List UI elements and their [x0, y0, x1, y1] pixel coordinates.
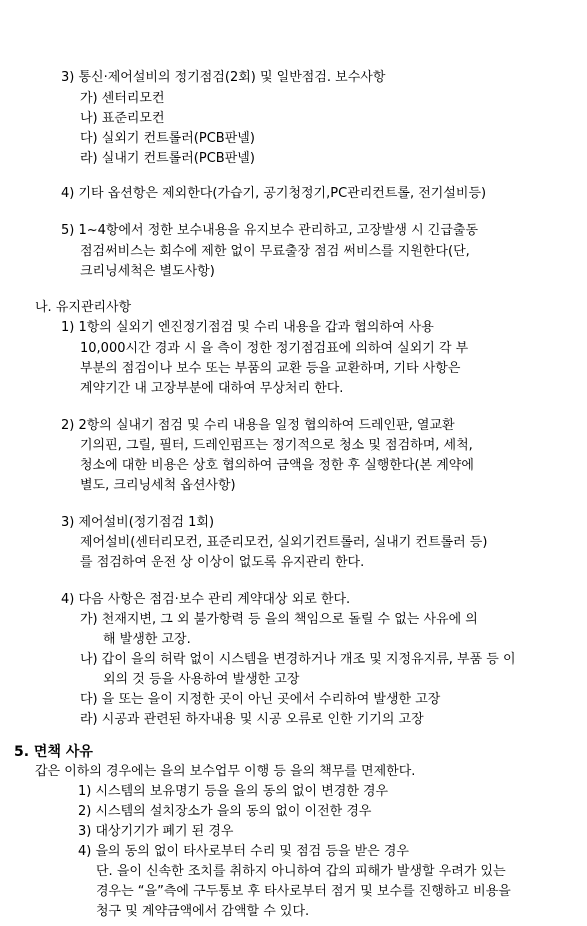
na-title: 나. 유지관리사항 — [35, 300, 132, 315]
na-4-da: 다) 을 또는 을이 지정한 곳이 아닌 곳에서 수리하여 발생한 고장 — [80, 692, 441, 707]
na-1-line-2: 10,000시간 경과 시 을 측이 정한 정기점검표에 의하여 실외기 각 부 — [80, 341, 469, 356]
s5-line-3: 크리닝세척은 별도사항) — [80, 264, 215, 279]
s3-item-c: 다) 실외기 컨트롤러(PCB판넬) — [80, 131, 255, 146]
s5-item-4: 4) 을의 동의 없이 타사로부터 수리 및 점검 등을 받은 경우 — [78, 844, 409, 859]
s5-intro: 갑은 이하의 경우에는 을의 보수업무 이행 등 을의 책무를 면제한다. — [35, 764, 416, 779]
s5-line-2: 점검써비스는 회수에 제한 없이 무료출장 점검 써비스를 지원한다(단, — [80, 244, 470, 259]
na-2-line-2: 기의핀, 그릴, 필터, 드레인펌프는 정기적으로 청소 및 점검하며, 세척, — [80, 438, 473, 453]
na-2-line-4: 별도, 크리닝세척 옵션사항) — [80, 478, 236, 493]
na-1-line-1: 1) 1항의 실외기 엔진정기점검 및 수리 내용을 갑과 협의하여 사용 — [61, 320, 434, 335]
s5-heading: 5. 면책 사유 — [14, 744, 93, 760]
s3-title: 3) 통신·제어설비의 정기점검(2회) 및 일반점검. 보수사항 — [61, 70, 386, 85]
na-4-ga-2: 해 발생한 고장. — [103, 632, 191, 647]
na-2-line-3: 청소에 대한 비용은 상호 협의하여 금액을 정한 후 실행한다(본 계약에 — [80, 458, 474, 473]
s5-item-1: 1) 시스템의 보유명기 등을 을의 동의 없이 변경한 경우 — [78, 784, 389, 799]
na-4-ga-1: 가) 천재지변, 그 외 불가항력 등 을의 책임으로 돌릴 수 없는 사유에 의 — [80, 612, 478, 627]
s3-item-d: 라) 실내기 컨트롤러(PCB판넬) — [80, 151, 255, 166]
na-1-line-3: 부분의 점검이나 보수 또는 부품의 교환 등을 교환하며, 기타 사항은 — [80, 361, 461, 376]
na-3-line-1: 제어설비(센터리모컨, 표준리모컨, 실외기컨트롤러, 실내기 컨트롤러 등) — [80, 535, 488, 550]
s5-note-2: 경우는 “을”측에 구두통보 후 타사로부터 점거 및 보수를 진행하고 비용을 — [96, 884, 511, 899]
na-4-ra: 라) 시공과 관련된 하자내용 및 시공 오류로 인한 기기의 고장 — [80, 712, 424, 727]
s5-item-2: 2) 시스템의 설치장소가 을의 동의 없이 이전한 경우 — [78, 804, 372, 819]
s5-note-1: 단. 을이 신속한 조치를 취하지 아니하여 갑의 피해가 발생할 우려가 있는 — [96, 864, 506, 879]
na-2-line-1: 2) 2항의 실내기 점검 및 수리 내용을 일정 협의하여 드레인판, 열교환 — [61, 418, 455, 433]
na-4-na-1: 나) 갑이 을의 허락 없이 시스템을 변경하거나 개조 및 지정유지류, 부품 등 이 — [80, 652, 516, 667]
na-1-line-4: 계약기간 내 고장부분에 대하여 무상처리 한다. — [80, 381, 344, 396]
s3-item-b: 나) 표준리모컨 — [80, 111, 165, 126]
s5-item-3: 3) 대상기기가 폐기 된 경우 — [78, 824, 234, 839]
s5-note-3: 청구 및 계약금액에서 감액할 수 있다. — [96, 904, 310, 919]
na-3-line-2: 를 점검하여 운전 상 이상이 없도록 유지관리 한다. — [80, 555, 365, 570]
na-4-na-2: 외의 것 등을 사용하여 발생한 고장 — [103, 672, 300, 687]
s4-line: 4) 기타 옵션항은 제외한다(가습기, 공기청정기,PC관리컨트롤, 전기설비등) — [61, 186, 487, 201]
na-3-title: 3) 제어설비(정기점검 1회) — [61, 515, 215, 530]
s3-item-a: 가) 센터리모컨 — [80, 91, 165, 106]
na-4-title: 4) 다음 사항은 점검·보수 관리 계약대상 외로 한다. — [61, 592, 351, 607]
s5-line-1: 5) 1~4항에서 정한 보수내용을 유지보수 관리하고, 고장발생 시 긴급출동 — [61, 223, 479, 238]
